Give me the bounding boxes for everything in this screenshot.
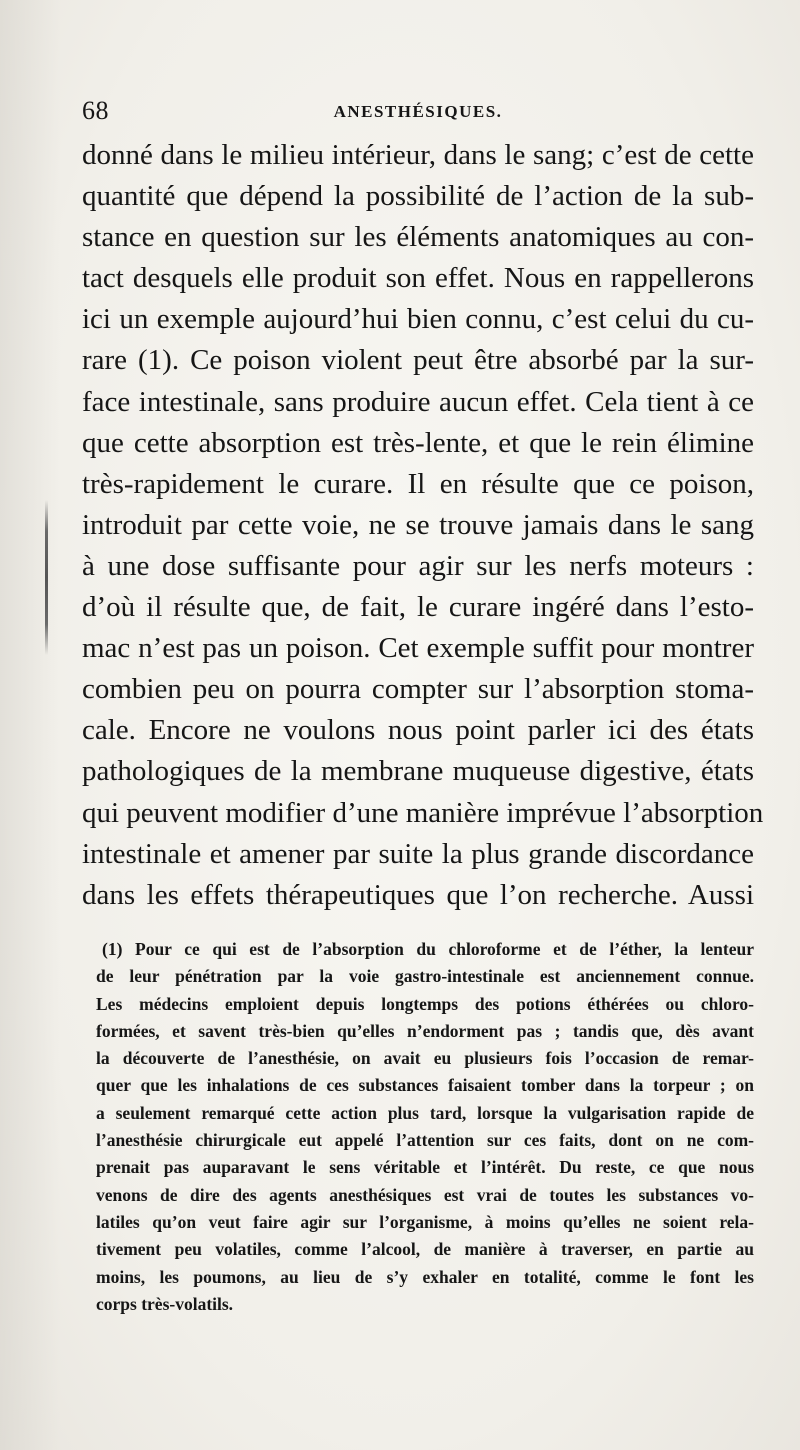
footnote-line: tivement peu volatiles, comme l’alcool, de manière à traverser, en partie au <box>96 1239 754 1260</box>
body-line: stance en question sur les éléments anatomiques au con- <box>82 221 754 254</box>
body-line: ici un exemple aujourd’hui bien connu, c’est celui du cu- <box>82 303 754 336</box>
body-line: à une dose suffisante pour agir sur les nerfs moteurs : <box>82 549 754 582</box>
footnote-line: la découverte de l’anesthésie, on avait eu plusieurs fois l’occasion de remar- <box>96 1048 754 1069</box>
body-line: mac n’est pas un poison. Cet exemple suffit pour montrer <box>82 632 754 665</box>
footnote-line: a seulement remarqué cette action plus tard, lorsque la vulgarisation rapide de <box>96 1102 754 1123</box>
body-line: d’où il résulte que, de fait, le curare ingéré dans l’esto- <box>82 591 754 624</box>
footnote-line: prenait pas auparavant le sens véritable et l’intérêt. Du reste, ce que nous <box>96 1157 754 1178</box>
body-line: très-rapidement le curare. Il en résulte que ce poison, <box>82 467 754 500</box>
body-line: face intestinale, sans produire aucun effet. Cela tient à ce <box>82 385 754 418</box>
running-head <box>82 96 754 136</box>
page-number: 68 <box>82 96 109 125</box>
body-line: quantité que dépend la possibilité de l’action de la sub- <box>82 180 754 213</box>
footnote-line: quer que les inhalations de ces substances faisaient tomber dans la torpeur ; on <box>96 1075 754 1096</box>
body-line: cale. Encore ne voulons nous point parler ici des états <box>82 714 754 747</box>
body-line: tact desquels elle produit son effet. Nous en rappellerons <box>82 262 754 295</box>
footnote-line: corps très-volatils. <box>96 1293 234 1314</box>
body-line: pathologiques de la membrane muqueuse digestive, états <box>82 755 754 788</box>
page-gutter-shadow <box>0 0 60 1450</box>
body-line: donné dans le milieu intérieur, dans le sang; c’est de cette <box>82 139 754 171</box>
footnote-line: l’anesthésie chirurgicale eut appelé l’attention sur ces faits, dont on ne com- <box>96 1130 754 1151</box>
body-line: introduit par cette voie, ne se trouve jamais dans le sang <box>82 508 754 541</box>
body-line: combien peu on pourra compter sur l’absorption stoma- <box>82 673 754 706</box>
footnote-line: venons de dire des agents anesthésiques est vrai de toutes les substances vo- <box>96 1184 754 1205</box>
body-line: intestinale et amener par suite la plus grande discordance <box>82 837 754 870</box>
margin-mark <box>45 500 48 655</box>
body-text <box>82 135 764 916</box>
body-line: que cette absorption est très-lente, et que le rein élimine <box>82 426 754 459</box>
footnote-line: de leur pénétration par la voie gastro-intestinale est anciennement connue. <box>96 966 754 987</box>
body-line: qui peuvent modifier d’une manière imprévue l’absorption <box>82 796 764 829</box>
footnote-line: latiles qu’on veut faire agir sur l’organisme, à moins qu’elles ne soient rela- <box>96 1211 754 1232</box>
footnote-line: (1) Pour ce qui est de l’absorption du chloroforme et de l’éther, la lenteur <box>102 939 754 959</box>
footnote-line: formées, et savent très-bien qu’elles n’endorment pas ; tandis que, dès avant <box>96 1020 754 1041</box>
body-line: rare (1). Ce poison violent peut être absorbé par la sur- <box>82 344 754 377</box>
footnote-block <box>96 936 754 1318</box>
footnote-line: moins, les poumons, au lieu de s’y exhaler en totalité, comme le font les <box>96 1266 754 1287</box>
body-line: dans les effets thérapeutiques que l’on recherche. Aussi <box>82 878 754 911</box>
footnote-line: Les médecins emploient depuis longtemps des potions éthérées ou chloro- <box>96 993 754 1014</box>
header-title: ANESTHÉSIQUES. <box>333 102 503 121</box>
